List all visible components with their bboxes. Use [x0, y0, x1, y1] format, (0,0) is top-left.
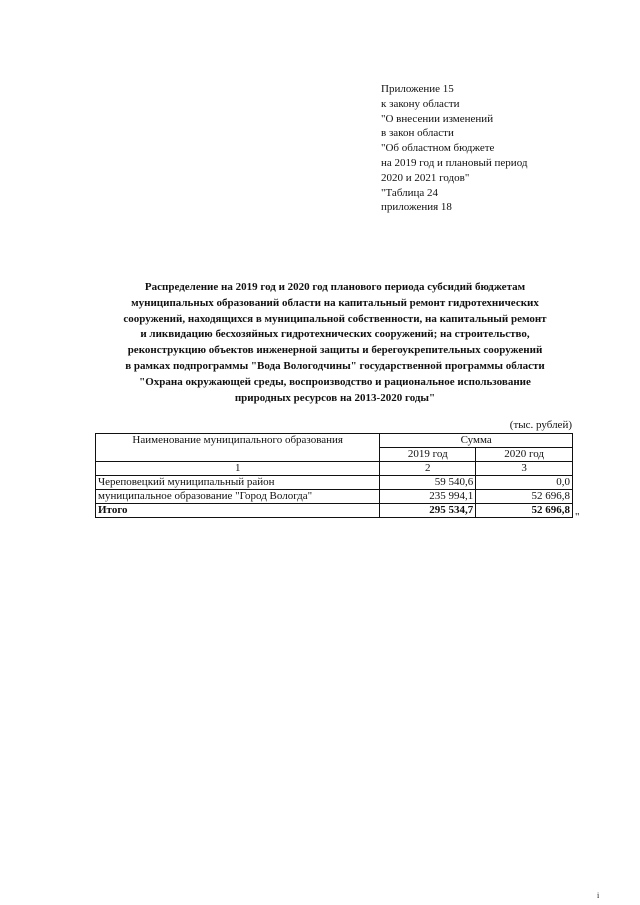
amount-2019-cell: 59 540,6 [380, 476, 476, 490]
title-line: Распределение на 2019 год и 2020 год планового периода субсидий бюджетам [144, 281, 526, 293]
total-2019-cell: 295 534,7 [380, 504, 476, 518]
appendix-line: в закон области [381, 127, 454, 140]
title-line: сооружений, находящихся в муниципальной собственности, на капитальный ремонт [123, 312, 547, 325]
title-line: в рамках подпрограммы "Вода Вологодчины" государственной программы области [125, 359, 545, 372]
title-line: и ликвидацию бесхозяйных гидротехнических сооружений; на строительство, [140, 328, 530, 341]
appendix-line: "О внесении изменений [381, 112, 494, 125]
municipality-name-cell: муниципальное образование "Город Вологда" [96, 490, 380, 504]
table-row [96, 490, 573, 504]
column-number-cell: 2 [380, 462, 476, 476]
subsidy-table [95, 433, 573, 518]
total-label-cell: Итого [96, 504, 380, 518]
municipality-name-cell: Череповецкий муниципальный район [96, 476, 380, 490]
header-sum-cell: Сумма [380, 434, 573, 448]
appendix-reference-block [381, 82, 581, 215]
column-number-cell: 3 [476, 462, 573, 476]
appendix-line: на 2019 год и плановый период [381, 156, 528, 169]
appendix-line: приложения 18 [381, 201, 452, 214]
appendix-line: "Таблица 24 [381, 186, 439, 199]
page-mark: і [597, 891, 600, 900]
title-line: муниципальных образований области на капитальный ремонт гидротехнических [131, 296, 539, 309]
header-2020-cell: 2020 год [476, 448, 573, 462]
units-label: (тыс. рублей) [509, 419, 572, 431]
document-title [96, 280, 574, 406]
table-row [96, 476, 573, 490]
appendix-line: "Об областном бюджете [381, 142, 495, 155]
amount-2019-cell: 235 994,1 [380, 490, 476, 504]
total-row [96, 504, 573, 518]
title-line: реконструкцию объектов инженерной защиты и берегоукрепительных сооружений [127, 344, 543, 357]
closing-quote: " [575, 511, 580, 523]
table-header-row [96, 434, 573, 448]
total-2020-cell: 52 696,8 [476, 504, 573, 518]
column-number-cell: 1 [96, 462, 380, 476]
amount-2020-cell: 0,0 [476, 476, 573, 490]
appendix-line: 2020 и 2021 годов" [381, 171, 470, 184]
appendix-line: Приложение 15 [381, 83, 454, 95]
header-2019-cell: 2019 год [380, 448, 476, 462]
amount-2020-cell: 52 696,8 [476, 490, 573, 504]
title-line: природных ресурсов на 2013-2020 годы" [234, 391, 436, 404]
header-name-cell: Наименование муниципального образования [96, 434, 380, 462]
title-line: "Охрана окружающей среды, воспроизводство и рациональное использование [139, 375, 531, 388]
appendix-line: к закону области [381, 97, 460, 110]
column-number-row [96, 462, 573, 476]
